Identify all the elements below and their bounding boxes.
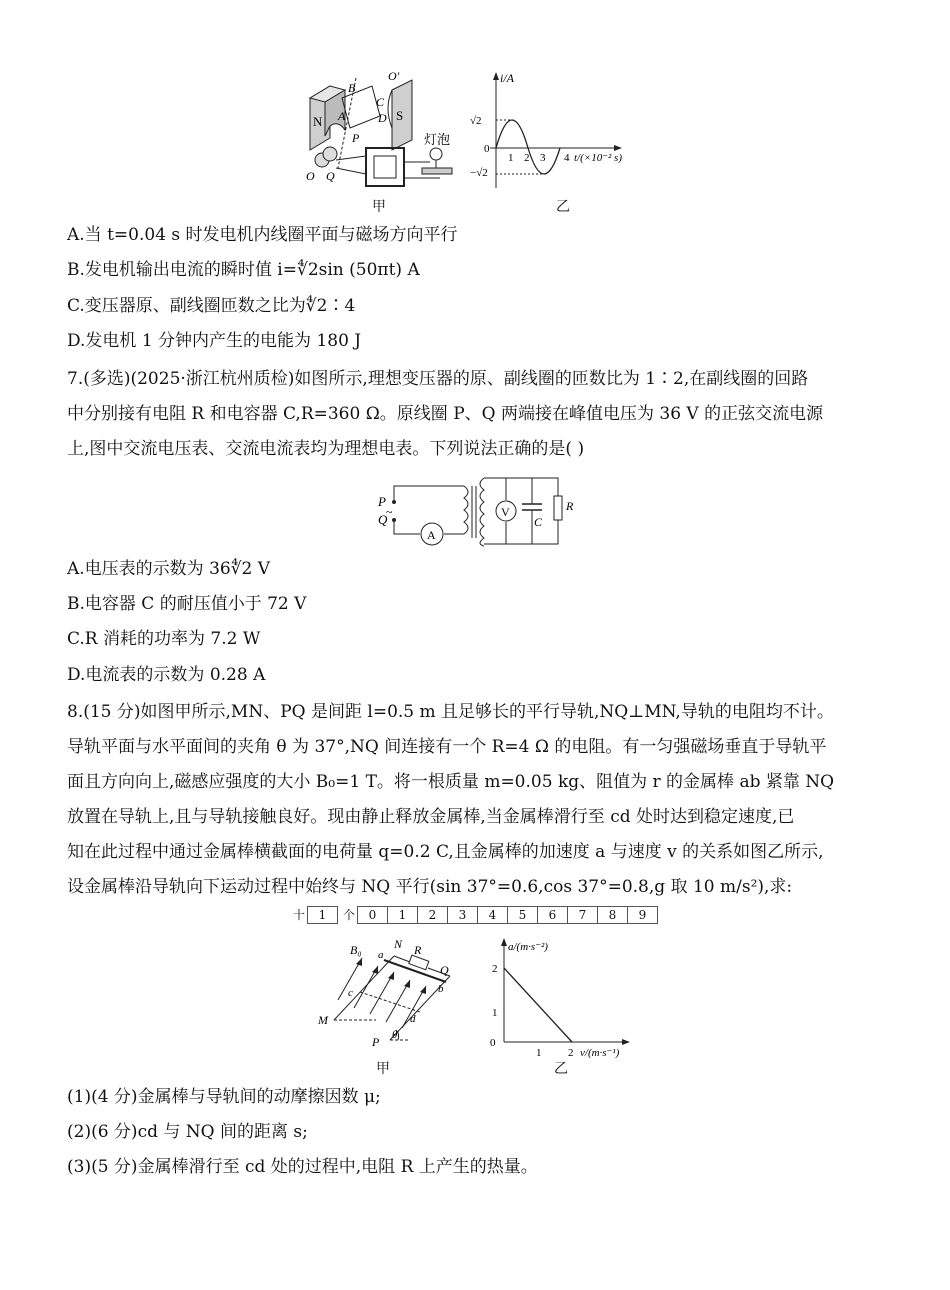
resistor-label: R	[566, 499, 574, 513]
s-pole-label: S	[396, 108, 404, 123]
ac-tilde: ~	[386, 505, 393, 519]
p-label: P	[352, 131, 360, 145]
digit-box: 9	[627, 906, 658, 924]
fig6-caption-right: 乙	[556, 199, 570, 215]
x-tick-1: 1	[536, 1047, 542, 1059]
transformer-circuit	[372, 474, 592, 552]
origin-label: 0	[484, 143, 490, 155]
q6-option-a: A.当 t=0.04 s 时发电机内线圈平面与磁场方向平行	[67, 225, 458, 245]
digit-row-tens-label: 十	[292, 908, 305, 922]
digit-box: 7	[567, 906, 598, 924]
rail-d-label: d	[410, 1013, 416, 1025]
tick-3: 3	[540, 152, 546, 164]
tick-2: 2	[524, 152, 530, 164]
circuit-q-label: Q	[378, 512, 388, 527]
q6-option-c: C.变压器原、副线圈匝数之比为∜2∶4	[67, 296, 356, 316]
o-label: O	[306, 169, 315, 183]
rail-a-label: a	[378, 949, 384, 961]
fig6-caption-left: 甲	[372, 199, 386, 215]
digit-row	[290, 906, 658, 924]
graph-origin: 0	[490, 1037, 496, 1049]
q7-option-a: A.电压表的示数为 36∜2 V	[67, 559, 271, 579]
fig8-caption-right: 乙	[554, 1061, 568, 1077]
digit-box: 2	[417, 906, 448, 924]
y-bottom-label: −√2	[470, 167, 488, 179]
digit-box: 5	[507, 906, 538, 924]
generator-figure	[300, 68, 650, 218]
q8-line-1: 8.(15 分)如图甲所示,MN、PQ 是间距 l=0.5 m 且足够长的平行导轨,NQ⊥MN,导轨的电阻均不计。	[67, 702, 834, 722]
q8-subquestion-3: (3)(5 分)金属棒滑行至 cd 处的过程中,电阻 R 上产生的热量。	[67, 1157, 538, 1177]
fig8-caption-left: 甲	[376, 1061, 390, 1077]
q7-option-c: C.R 消耗的功率为 7.2 W	[67, 629, 261, 649]
b-label: B	[348, 81, 356, 95]
digit-row-tens-value: 1	[307, 906, 338, 924]
digit-box: 6	[537, 906, 568, 924]
q6-option-b: B.发电机输出电流的瞬时值 i=∜2sin (50πt) A	[67, 260, 420, 280]
rail-m-label: M	[318, 1013, 328, 1027]
i-axis-label: i/A	[500, 71, 514, 85]
circuit-p-label: P	[378, 494, 386, 509]
rail-r-label: R	[414, 943, 422, 957]
ammeter-label: A	[427, 528, 436, 542]
b0-label: B₀	[350, 943, 362, 957]
capacitor-label: C	[534, 515, 543, 529]
q6-option-d: D.发电机 1 分钟内产生的电能为 180 J	[67, 331, 362, 351]
q8-line-4: 放置在导轨上,且与导轨接触良好。现由静止释放金属棒,当金属棒滑行至 cd 处时达到稳定速度,已	[67, 807, 795, 827]
bulb-label: 灯泡	[424, 132, 451, 147]
q8-subquestion-2: (2)(6 分)cd 与 NQ 间的距离 s;	[67, 1122, 308, 1142]
d-label: D	[378, 111, 387, 125]
rail-p-label: P	[372, 1035, 380, 1049]
q7-line-3: 上,图中交流电压表、交流电流表均为理想电表。下列说法正确的是( )	[67, 439, 585, 459]
y-tick-2: 2	[492, 963, 498, 975]
q8-line-2: 导轨平面与水平面间的夹角 θ 为 37°,NQ 间连接有一个 R=4 Ω 的电阻。有一匀强磁场垂直于导轨平	[67, 737, 827, 757]
digit-box: 1	[387, 906, 418, 924]
q8-subquestion-1: (1)(4 分)金属棒与导轨间的动摩擦因数 μ;	[67, 1087, 381, 1107]
q-label: Q	[326, 169, 335, 183]
a-label: A	[338, 109, 346, 123]
y-tick-1: 1	[492, 1007, 498, 1019]
n-pole-label: N	[313, 114, 323, 129]
q7-line-2: 中分别接有电阻 R 和电容器 C,R=360 Ω。原线圈 P、Q 两端接在峰值电压为 36 V 的正弦交流电源	[67, 404, 824, 424]
c-label: C	[376, 95, 385, 109]
o-prime-label: O′	[388, 69, 400, 83]
digit-box: 8	[597, 906, 628, 924]
voltmeter-label: V	[501, 505, 510, 519]
q8-line-6: 设金属棒沿导轨向下运动过程中始终与 NQ 平行(sin 37°=0.6,cos 37°=0.8,g 取 10 m/s²),求:	[67, 877, 793, 897]
rail-n-label: N	[394, 937, 403, 951]
q8-line-5: 知在此过程中通过金属棒横截面的电荷量 q=0.2 C,且金属棒的加速度 a 与速度 v 的关系如图乙所示,	[67, 842, 824, 862]
x-tick-2: 2	[568, 1047, 574, 1059]
digit-row-ones-label: 个	[342, 908, 355, 922]
v-axis-label: v/(m·s⁻¹)	[580, 1047, 620, 1059]
theta-label: θ	[392, 1029, 398, 1041]
rail-c-label: c	[348, 987, 353, 999]
a-axis-label: a/(m·s⁻²)	[508, 941, 548, 953]
q7-option-b: B.电容器 C 的耐压值小于 72 V	[67, 594, 307, 614]
digit-box: 3	[447, 906, 478, 924]
tick-4: 4	[564, 152, 570, 164]
rail-q-label: Q	[440, 963, 449, 977]
t-axis-label: t/(×10⁻² s)	[574, 152, 622, 164]
y-top-label: √2	[470, 115, 482, 127]
digit-box: 4	[477, 906, 508, 924]
digit-box: 0	[357, 906, 388, 924]
q8-line-3: 面且方向向上,磁感应强度的大小 B₀=1 T。将一根质量 m=0.05 kg、阻值为 r 的金属棒 ab 紧靠 NQ	[67, 772, 835, 792]
q7-option-d: D.电流表的示数为 0.28 A	[67, 665, 266, 685]
q7-line-1: 7.(多选)(2025·浙江杭州质检)如图所示,理想变压器的原、副线圈的匝数比为 1∶2,在副线圈的回路	[67, 369, 809, 389]
rail-b-label: b	[438, 983, 444, 995]
tick-1: 1	[508, 152, 514, 164]
rail-figure	[310, 934, 650, 1064]
